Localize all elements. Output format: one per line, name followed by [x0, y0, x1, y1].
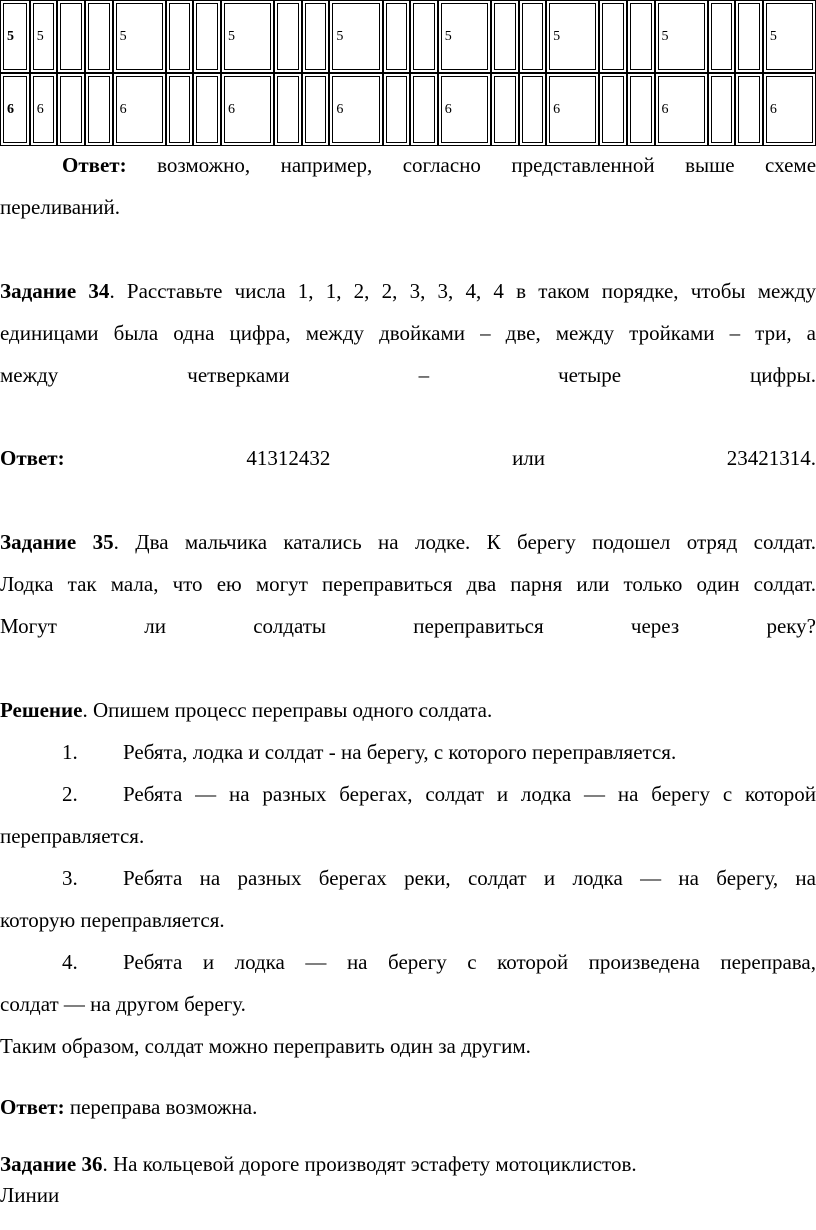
table-cell	[383, 73, 411, 146]
table-cell	[85, 0, 113, 73]
solution-step-4-cont: солдат — на другом берегу.	[0, 992, 246, 1016]
answer-value-1: 41312432	[246, 446, 331, 470]
table-cell	[491, 0, 519, 73]
table-cell	[599, 0, 627, 73]
step-number: 2.	[62, 782, 78, 806]
task-35-line-1	[0, 522, 816, 562]
table-cell: 5	[221, 0, 274, 73]
word: Могут	[0, 614, 57, 638]
table-cell: 5	[763, 0, 816, 73]
task-35-line-2: Лодка так мала, что ею могут переправиться два парня или только один солдат.	[0, 572, 816, 596]
table-cell: 6	[763, 73, 816, 146]
table-cell: 6	[546, 73, 599, 146]
task-label: Задание 36	[0, 1152, 103, 1176]
solution-step-4	[0, 942, 816, 982]
table-cell	[410, 73, 438, 146]
table-row	[0, 73, 816, 146]
word: ли	[144, 614, 166, 638]
table-cell	[302, 0, 330, 73]
step-text: Ребята на разных берегах реки, солдат и лодка — на берегу, на	[123, 866, 816, 890]
table-cell	[274, 0, 302, 73]
answer-34	[0, 438, 816, 478]
task-label: Задание 34	[0, 279, 110, 303]
task-text: . На кольцевой дороге производят эстафету мотоциклистов.	[102, 1152, 637, 1176]
word: солдаты	[253, 614, 327, 638]
solution-label: Решение	[0, 698, 83, 722]
step-text: Ребята и лодка — на берегу с которой произведена переправа,	[123, 950, 816, 974]
table-cell	[627, 0, 655, 73]
table-cell: 6	[438, 73, 491, 146]
answer-text: возможно, например, согласно представленной выше схеме	[157, 153, 816, 177]
word: через	[630, 614, 680, 638]
step-number: 4.	[62, 950, 78, 974]
word: четверками	[187, 363, 290, 387]
table-cell: 6	[655, 73, 708, 146]
table-cell	[85, 73, 113, 146]
task-34-line-1	[0, 271, 816, 311]
table-cell	[57, 0, 85, 73]
table-cell	[193, 0, 221, 73]
answer-label: Ответ:	[62, 153, 127, 177]
step-text: Ребята — на разных берегах, солдат и лодка — на берегу с которой	[123, 782, 816, 806]
table-cell	[57, 73, 85, 146]
table-cell	[519, 73, 547, 146]
answer-text: переправа возможна.	[69, 1095, 258, 1119]
answer-or: или	[512, 446, 546, 470]
task-34-line-3	[0, 355, 816, 395]
pouring-scheme-table	[0, 0, 816, 146]
table-cell: 5	[113, 0, 166, 73]
task-35-line-3	[0, 606, 816, 646]
table-cell: 6	[329, 73, 382, 146]
answer-33-line-1	[0, 145, 816, 185]
answer-33-line-2: переливаний.	[0, 195, 121, 219]
word: цифры.	[750, 363, 816, 387]
table-cell	[166, 0, 194, 73]
task-text: . Расставьте числа 1, 1, 2, 2, 3, 3, 4, 4 в таком порядке, чтобы между	[109, 279, 816, 303]
solution-35-intro	[0, 690, 816, 730]
table-cell	[410, 0, 438, 73]
table-cell	[735, 73, 763, 146]
solution-step-2	[0, 774, 816, 814]
step-number: 3.	[62, 866, 78, 890]
table-cell: 5	[438, 0, 491, 73]
table-cell	[166, 73, 194, 146]
table-cell	[193, 73, 221, 146]
table-cell: 6	[30, 73, 58, 146]
task-text: . Два мальчика катались на лодке. К берегу подошел отряд солдат.	[113, 530, 816, 554]
table-cell: 6	[113, 73, 166, 146]
solution-step-1	[0, 732, 816, 772]
task-label: Задание 35	[0, 530, 114, 554]
word: –	[418, 363, 430, 387]
table-cell: 5	[0, 0, 30, 73]
table-cell	[491, 73, 519, 146]
word: между	[0, 363, 59, 387]
table-cell: 5	[546, 0, 599, 73]
word: переправиться	[413, 614, 544, 638]
table-cell	[599, 73, 627, 146]
table-cell: 5	[655, 0, 708, 73]
word: реку?	[766, 614, 816, 638]
table-cell	[519, 0, 547, 73]
step-text: Ребята, лодка и солдат - на берегу, с которого переправляется.	[123, 740, 677, 764]
table-cell	[627, 73, 655, 146]
table-cell	[302, 73, 330, 146]
answer-label: Ответ:	[0, 446, 65, 470]
solution-step-3-cont: которую переправляется.	[0, 908, 225, 932]
table-cell	[708, 0, 736, 73]
word: четыре	[558, 363, 622, 387]
task-34-line-2: единицами была одна цифра, между двойками – две, между тройками – три, а	[0, 321, 816, 345]
table-row	[0, 0, 816, 73]
table-cell: 5	[30, 0, 58, 73]
solution-conclusion: Таким образом, солдат можно переправить один за другим.	[0, 1034, 531, 1058]
table-cell	[735, 0, 763, 73]
solution-step-3	[0, 858, 816, 898]
answer-label: Ответ:	[0, 1095, 65, 1119]
solution-step-2-cont: переправляется.	[0, 824, 145, 848]
task-36-line-2: Линии	[0, 1183, 60, 1207]
table-cell: 6	[0, 73, 30, 146]
answer-35	[0, 1087, 816, 1127]
step-number: 1.	[62, 740, 78, 764]
task-36-line-1	[0, 1149, 816, 1179]
table-cell	[708, 73, 736, 146]
table-cell	[274, 73, 302, 146]
answer-value-2: 23421314.	[726, 446, 816, 470]
table-cell: 5	[329, 0, 382, 73]
table-cell	[383, 0, 411, 73]
table-cell: 6	[221, 73, 274, 146]
solution-intro-text: . Опишем процесс переправы одного солдата.	[82, 698, 493, 722]
